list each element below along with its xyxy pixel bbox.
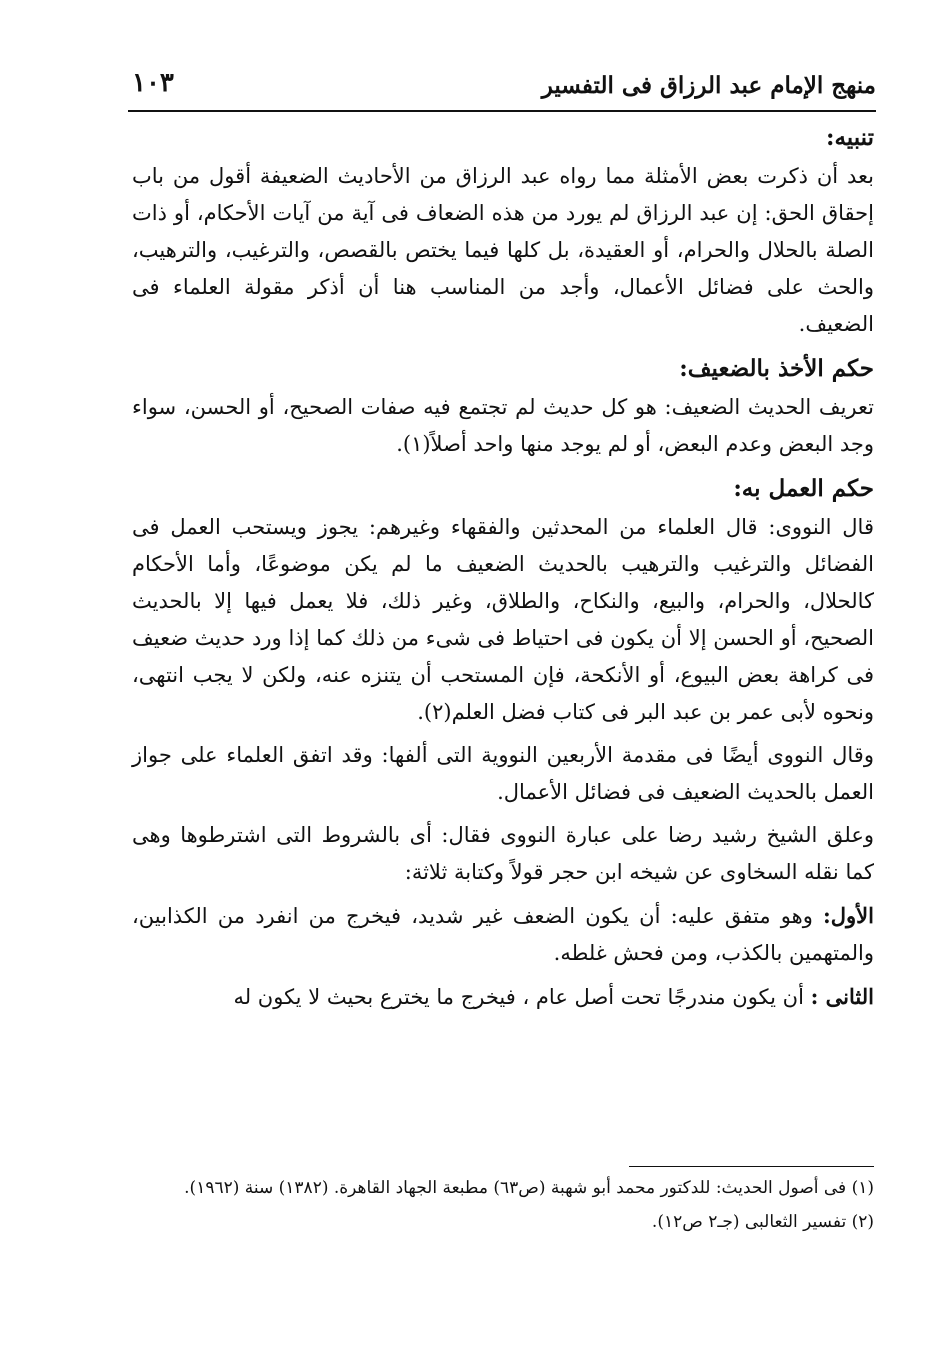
running-header [128,62,876,112]
paragraph-first-condition [132,897,874,972]
paragraph-nawawi-arbaeen: وقال النووى أيضًا فى مقدمة الأربعين النووية التى ألفها: وقد اتفق العلماء على جواز العمل بالحديث الضعيف فى فضائل الأعمال. [132,743,874,804]
heading-action: حكم العمل به: [733,475,874,502]
footnotes [132,1174,874,1242]
header-title: منهج الإمام عبد الرزاق فى التفسير [541,72,876,99]
second-condition-label: الثانى : [810,984,874,1009]
paragraph-second-condition [132,978,874,1016]
paragraph-definition: تعريف الحديث الضعيف: هو كل حديث لم تجتمع فيه صفات الصحيح، أو الحسن، سواء وجد البعض وعدم البعض، أو لم يوجد منها واحد أصلاً(١). [132,395,874,456]
footnote-1: (١) فى أصول الحديث: للدكتور محمد أبو شهبة (ص٦٣) مطبعة الجهاد القاهرة. (١٣٨٢) سنة (١٩٦٢). [184,1178,874,1198]
footnote-2: (٢) تفسير الثعالبى (جـ٢ ص١٢). [651,1212,874,1232]
paragraph-intro: بعد أن ذكرت بعض الأمثلة مما رواه عبد الرزاق من الأحاديث الضعيفة أقول من باب إحقاق الحق: إن عبد الرزاق لم يورد من هذه الضعاف فى آية من آيات الأحكام، أو ذات الصلة بالحلال والحرام، أو العقيدة، بل كلها فيما يختص بالقصص، والترغيب، والترهيب، والحث على فضائل الأعمال، وأجد من المناسب هنا أن أذكر مقولة العلماء فى الضعيف. [132,164,874,336]
main-text [132,118,874,1022]
first-condition-label: الأول: [823,903,874,928]
page-number: ١٠٣ [132,68,174,98]
paragraph-nawawi: قال النووى: قال العلماء من المحدثين والفقهاء وغيرهم: يجوز ويستحب العمل فى الفضائل والترغيب والترهيب بالحديث الضعيف ما لم يكن موضوعًا، وأما الأحكام كالحلال، والحرام، والبيع، والنكاح، والطلاق، وغير ذلك، فلا يعمل فيها إلا بالحديث الصحيح، أو الحسن إلا أن يكون فى احتياط فى شىء من ذلك كما إذا ورد حديث ضعيف فى كراهة بعض البيوع، أو الأنكحة، فإن المستحب أن يتنزه عنه، ولكن لا يجب انتهى، ونحوه لأبى عمر بن عبد البر فى كتاب فضل العلم(٢). [132,515,874,724]
second-condition-text: أن يكون مندرجًا تحت أصل عام ، فيخرج ما يخترع بحيث لا يكون له [233,985,811,1009]
paragraph-rida: وعلق الشيخ رشيد رضا على عبارة النووى فقال: أى بالشروط التى اشترطوها وهى كما نقله السخاوى عن شيخه ابن حجر قولاً وكتابة ثلاثة: [132,823,874,884]
heading-ruling: حكم الأخذ بالضعيف: [679,355,874,382]
heading-note: تنبيه: [825,124,874,151]
footnote-divider [629,1166,874,1167]
first-condition-text: وهو متفق عليه: أن يكون الضعف غير شديد، فيخرج من انفرد من الكذابين، والمتهمين بالكذب، ومن فحش غلطه. [132,904,874,965]
